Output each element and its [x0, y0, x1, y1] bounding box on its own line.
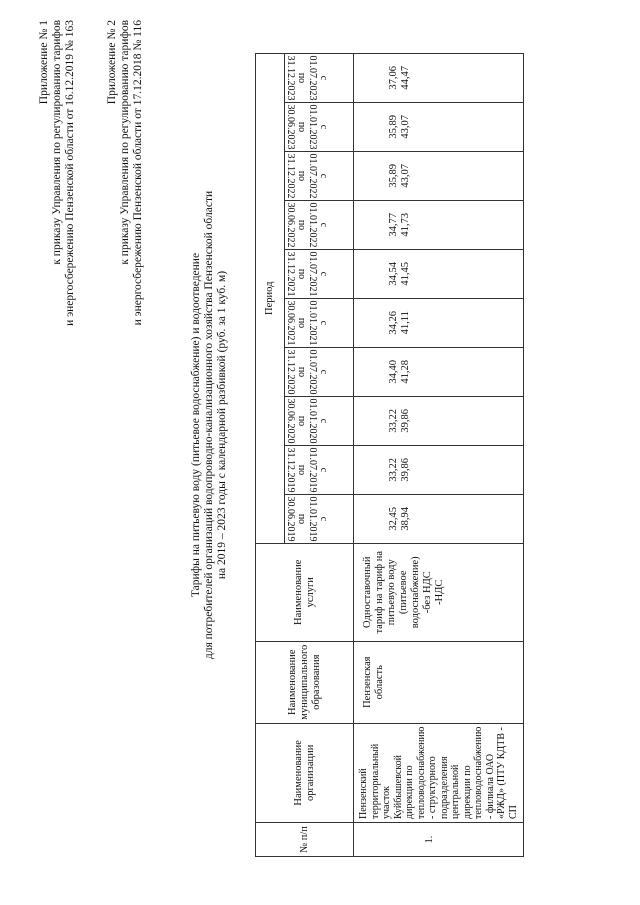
tariff-cell — [354, 249, 524, 298]
appendix-2-line3: и энергосбережению Пензенской области от 17.12.2018 № 116 — [132, 20, 144, 326]
appendix-1-header — [38, 20, 77, 326]
table-row — [354, 53, 524, 856]
tariff-with-vat: 41,45 — [400, 261, 411, 286]
tariff-no-vat: 33,22 — [388, 408, 399, 433]
header-svc: Наименование услуги — [256, 543, 354, 641]
tariff-with-vat: 43,07 — [400, 163, 411, 188]
tariff-with-vat: 39,86 — [400, 408, 411, 433]
period-label: с 01.07.2020 по 31.12.2020 — [285, 349, 329, 395]
period-header — [285, 102, 354, 151]
period-header — [285, 151, 354, 200]
title-line3: на 2019 – 2023 годы с календарной разбивкой (руб. за 1 куб. м) — [216, 270, 228, 580]
tariff-cell — [354, 298, 524, 347]
tariff-with-vat: 41,28 — [400, 359, 411, 384]
svc-no-vat-label: -без НДС — [422, 571, 433, 614]
row-num: 1. — [354, 823, 524, 857]
appendix-1-line2: к приказу Управления по регулированию тарифов — [51, 20, 63, 265]
tariff-no-vat: 35,89 — [388, 114, 399, 139]
period-header — [285, 249, 354, 298]
tariff-cell — [354, 200, 524, 249]
period-header — [285, 200, 354, 249]
period-label: с 01.01.2023 по 30.06.2023 — [285, 104, 329, 150]
period-label: с 01.01.2021 по 30.06.2021 — [285, 300, 329, 346]
period-header — [285, 445, 354, 494]
period-header — [285, 53, 354, 102]
row-org: Пензенский территориальный участок Куйбышевской дирекции по тепловодоснабжению - структурного подразделения центральной дирекции по тепловодоснабжению - филиала ОАО «РЖД» (ПТУ КДТВ - СП — [354, 723, 524, 822]
tariff-with-vat: 43,07 — [400, 114, 411, 139]
tariff-cell — [354, 102, 524, 151]
header-period: Период — [256, 53, 285, 543]
appendix-2-title: Приложение № 2 — [106, 20, 118, 105]
period-label: с 01.01.2019 по 30.06.2019 — [285, 496, 329, 542]
period-label: с 01.01.2020 по 30.06.2020 — [285, 398, 329, 444]
row-svc — [354, 543, 524, 641]
period-label: с 01.07.2023 по 31.12.2023 — [285, 55, 329, 101]
svc-name: Одноставочный тариф на тариф на питьевую воду (питьевое водоснабжение) — [362, 550, 421, 634]
tariff-cell — [354, 347, 524, 396]
document-title — [190, 115, 229, 735]
tariff-with-vat: 39,86 — [400, 457, 411, 482]
tariff-cell — [354, 53, 524, 102]
tariff-no-vat: 34,77 — [388, 212, 399, 237]
tariff-with-vat: 44,47 — [400, 65, 411, 90]
appendix-2-line2: к приказу Управления по регулированию тарифов — [119, 20, 131, 265]
title-line2: для потребителей организаций водопроводно-канализационного хозяйства Пензенской области — [203, 190, 215, 660]
period-header — [285, 494, 354, 543]
tariff-no-vat: 35,89 — [388, 163, 399, 188]
tariff-cell — [354, 445, 524, 494]
header-mun: Наименование муниципального образования — [256, 641, 354, 723]
period-label: с 01.07.2021 по 31.12.2021 — [285, 251, 329, 297]
tariff-cell — [354, 151, 524, 200]
tariff-no-vat: 32,45 — [388, 506, 399, 531]
tariff-with-vat: 41,11 — [400, 311, 411, 335]
period-label: с 01.01.2022 по 30.06.2022 — [285, 202, 329, 248]
tariff-with-vat: 41,73 — [400, 212, 411, 237]
tariff-no-vat: 37,06 — [388, 65, 399, 90]
row-mun: Пензенская область — [354, 641, 524, 723]
tariff-no-vat: 34,40 — [388, 359, 399, 384]
tariff-with-vat: 38,94 — [400, 506, 411, 531]
period-label: с 01.07.2022 по 31.12.2022 — [285, 153, 329, 199]
header-num: № п/п — [256, 823, 354, 857]
tariff-no-vat: 33,22 — [388, 457, 399, 482]
svc-vat-label: -НДС — [434, 579, 445, 605]
appendix-2-header — [106, 20, 145, 325]
tariff-no-vat: 34,26 — [388, 310, 399, 335]
period-header — [285, 396, 354, 445]
appendix-1-title: Приложение № 1 — [38, 20, 50, 105]
period-header — [285, 298, 354, 347]
tariff-table — [255, 53, 524, 857]
tariff-cell — [354, 396, 524, 445]
appendix-1-line3: и энергосбережению Пензенской области от 16.12.2019 № 163 — [64, 20, 76, 326]
tariff-cell — [354, 494, 524, 543]
tariff-no-vat: 34,54 — [388, 261, 399, 286]
period-header — [285, 347, 354, 396]
period-label: с 01.07.2019 по 31.12.2019 — [285, 447, 329, 493]
header-org: Наименование организации — [256, 723, 354, 822]
title-line1: Тарифы на питьевую воду (питьевое водоснабжение) и водоотведение — [190, 252, 202, 598]
